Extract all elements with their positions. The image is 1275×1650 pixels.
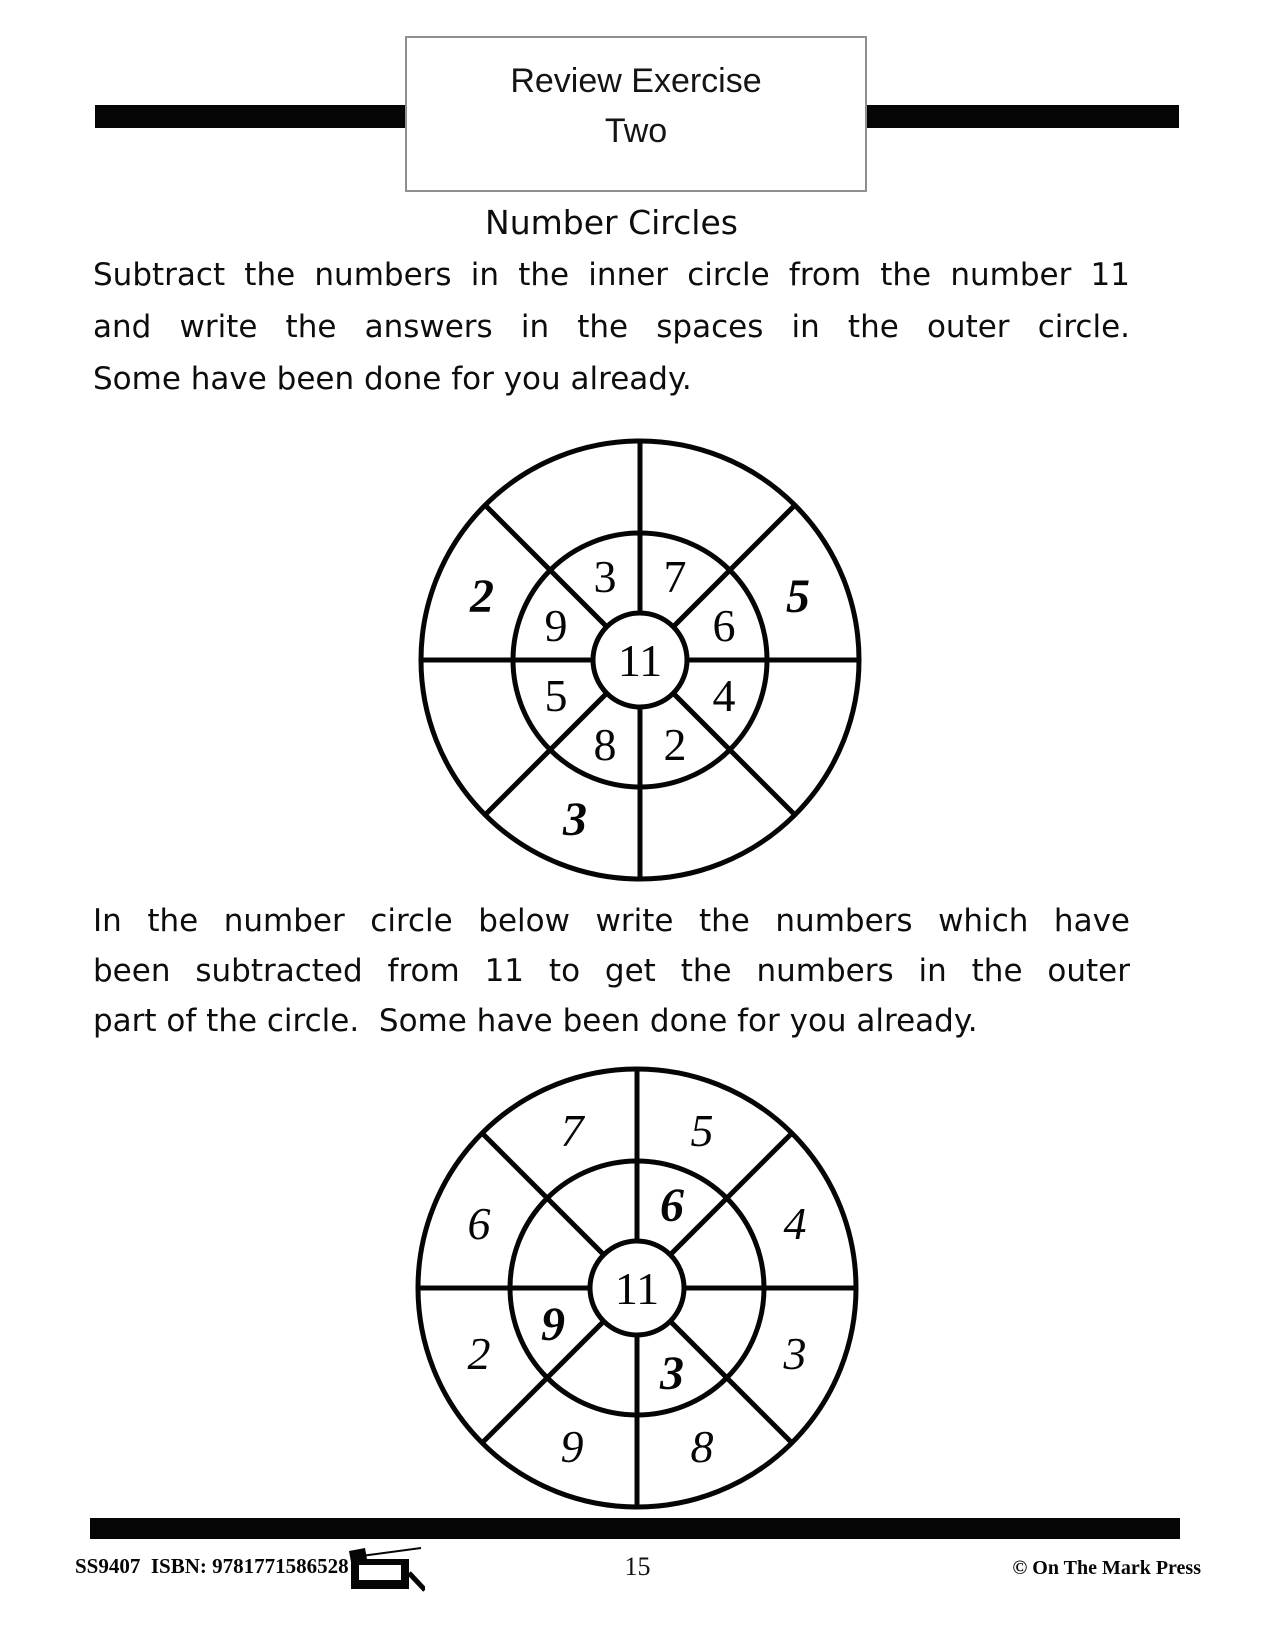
- c2-outer-clock8: 2: [467, 1328, 491, 1380]
- c1-center-value: 11: [617, 635, 663, 687]
- c1-inner-clock11: 3: [593, 551, 617, 603]
- copyright-notice: © On The Mark Press: [1012, 1557, 1201, 1579]
- c2-outer-clock5: 8: [690, 1421, 714, 1473]
- c1-inner-clock2: 6: [712, 600, 736, 652]
- instructions-1-line-1: Subtract the numbers in the inner circle from the number 11: [93, 257, 1130, 293]
- header-title-line1: Review Exercise: [510, 62, 762, 100]
- c2-outer-clock10: 6: [467, 1198, 491, 1250]
- c2-inner-clock8: 9: [541, 1297, 565, 1351]
- top-rule-left: [95, 105, 405, 128]
- c1-inner-clock10: 9: [544, 600, 568, 652]
- c2-outer-clock4: 3: [783, 1328, 807, 1380]
- c1-inner-clock7: 8: [593, 719, 617, 771]
- number-circle-diagram-2: [407, 1058, 867, 1518]
- instructions-2-line-2: been subtracted from 11 to get the numbers in the outer: [93, 953, 1130, 989]
- c1-inner-clock1: 7: [663, 551, 687, 603]
- c1-outer-clock2: 5: [786, 569, 810, 623]
- instructions-paragraph-1: [93, 249, 1130, 405]
- c1-inner-clock8: 5: [544, 670, 568, 722]
- header-box: [405, 36, 867, 192]
- instructions-1-line-3: Some have been done for you already.: [93, 361, 692, 397]
- instructions-paragraph-2: [93, 896, 1130, 1046]
- c2-center-value: 11: [614, 1263, 660, 1315]
- c2-inner-clock5: 3: [660, 1346, 684, 1400]
- header-title-line2: Two: [604, 112, 668, 150]
- c1-inner-clock4: 4: [712, 670, 736, 722]
- bottom-rule: [90, 1518, 1180, 1539]
- instructions-1-line-2: and write the answers in the spaces in the outer circle.: [93, 309, 1130, 345]
- top-rule-right: [867, 105, 1179, 128]
- c2-outer-clock1: 5: [690, 1105, 714, 1157]
- instructions-2-line-1: In the number circle below write the numbers which have: [93, 903, 1130, 939]
- page-number: 15: [624, 1552, 651, 1581]
- product-code-isbn: SS9407 ISBN: 9781771586528: [75, 1554, 349, 1578]
- section-title: Number Circles: [485, 203, 738, 242]
- c2-outer-clock7: 9: [560, 1421, 584, 1473]
- c1-outer-clock10: 2: [470, 569, 494, 623]
- number-circle-diagram-1: [410, 430, 870, 890]
- c2-inner-clock1: 6: [660, 1178, 684, 1232]
- instructions-2-line-3: part of the circle. Some have been done for you already.: [93, 1003, 978, 1039]
- c1-outer-clock7: 3: [563, 792, 587, 846]
- c1-inner-clock5: 2: [663, 719, 687, 771]
- c2-outer-clock11: 7: [560, 1105, 584, 1157]
- c2-outer-clock2: 4: [783, 1198, 807, 1250]
